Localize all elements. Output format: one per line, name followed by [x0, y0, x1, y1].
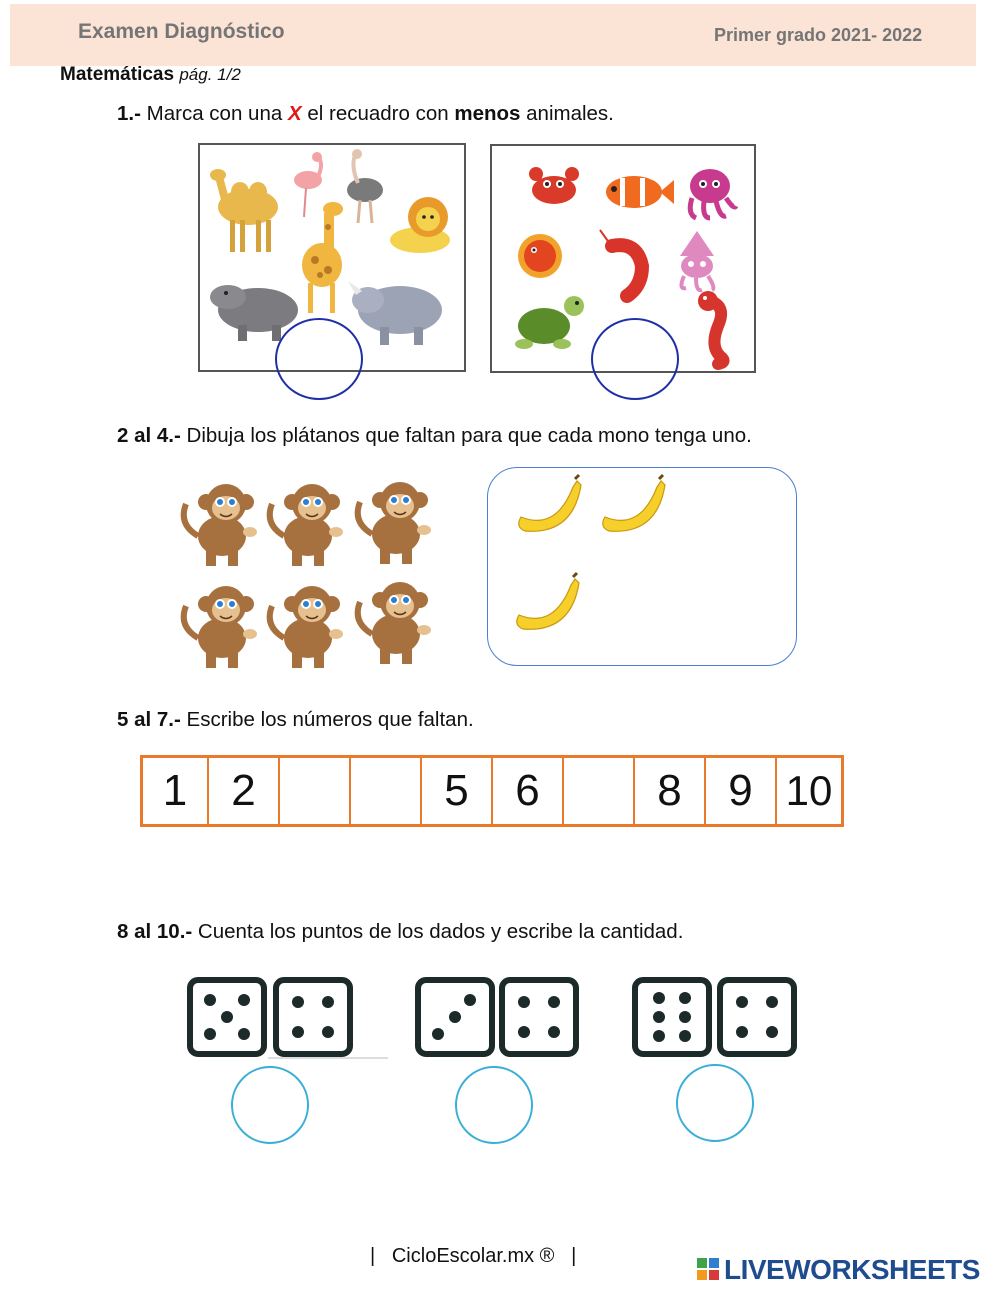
question-2 [117, 424, 752, 448]
grade-label: Primer grado 2021- 2022 [714, 25, 923, 45]
die-four-icon [720, 980, 794, 1054]
monkey-1 [184, 484, 257, 566]
q1-number: 1.- [117, 102, 141, 125]
q1-text-after: animales. [526, 102, 614, 125]
squid-icon [680, 231, 714, 290]
number-cell-9: 9 [706, 758, 777, 824]
die-five-icon [190, 980, 264, 1054]
octopus-icon [690, 169, 736, 218]
footer-site: | CicloEscolar.mx ® | [370, 1245, 577, 1267]
bananas-group [487, 467, 795, 664]
q1-mark: X [287, 102, 302, 125]
rhino-icon [348, 281, 442, 345]
monkey-5 [270, 586, 343, 668]
q2-number: 2 al 4.- [117, 424, 181, 447]
pufferfish-icon [518, 234, 562, 278]
turtle-icon [515, 296, 584, 349]
camel-icon [210, 169, 278, 252]
subject-name: Matemáticas [60, 64, 175, 85]
die-four-icon [276, 980, 350, 1054]
number-input-7[interactable] [564, 758, 635, 824]
q3-text: Escribe los números que faltan. [186, 708, 474, 731]
flamingo-icon [294, 152, 322, 217]
q4-text: Cuenta los puntos de los dados y escribe la cantidad. [197, 920, 684, 943]
answer-circle-sea[interactable] [591, 318, 679, 400]
q1-text-before: Marca con una [146, 102, 283, 125]
q4-number: 8 al 10.- [117, 920, 193, 943]
number-cell-2: 2 [209, 758, 280, 824]
lion-icon [390, 197, 450, 253]
giraffe-icon [302, 202, 343, 313]
number-cell-1: 1 [143, 758, 209, 824]
question-1 [117, 102, 614, 126]
shrimp-icon [600, 230, 642, 296]
number-line [140, 755, 844, 827]
exam-title: Examen Diagnóstico [78, 20, 285, 43]
monkeys-group [178, 472, 448, 672]
question-4 [117, 920, 683, 944]
page-number: pág. 1/2 [179, 65, 241, 84]
crab-icon [529, 167, 579, 204]
die-four-icon [502, 980, 576, 1054]
monkey-2 [270, 484, 343, 566]
dice-answer-circle-1[interactable] [231, 1066, 309, 1144]
number-input-4[interactable] [351, 758, 422, 824]
number-cell-6: 6 [493, 758, 564, 824]
liveworksheets-logo-icon [697, 1258, 719, 1280]
monkey-4 [184, 586, 257, 668]
subject-line [60, 64, 241, 86]
q1-text-middle: el recuadro con [307, 102, 449, 125]
question-3 [117, 708, 474, 732]
monkey-3 [358, 482, 431, 564]
number-input-3[interactable] [280, 758, 351, 824]
die-three-icon [418, 980, 492, 1054]
number-cell-5: 5 [422, 758, 493, 824]
q3-number: 5 al 7.- [117, 708, 181, 731]
die-six-icon [635, 980, 709, 1054]
q2-text: Dibuja los plátanos que faltan para que cada mono tenga uno. [186, 424, 752, 447]
liveworksheets-brand[interactable]: LIVEWORKSHEETS [724, 1254, 980, 1285]
ostrich-icon [347, 149, 383, 223]
banana-3 [517, 573, 579, 629]
seahorse-icon [698, 291, 724, 364]
q1-bold-word: menos [454, 102, 521, 125]
number-cell-10: 10 [785, 767, 833, 814]
dice-answer-circle-2[interactable] [455, 1066, 533, 1144]
answer-circle-land[interactable] [275, 318, 363, 400]
banana-1 [519, 475, 581, 531]
monkey-6 [358, 582, 431, 664]
banana-2 [603, 475, 665, 531]
dice-group [180, 970, 810, 1070]
clownfish-icon [606, 176, 674, 208]
dice-answer-circle-3[interactable] [676, 1064, 754, 1142]
number-cell-8: 8 [635, 758, 706, 824]
